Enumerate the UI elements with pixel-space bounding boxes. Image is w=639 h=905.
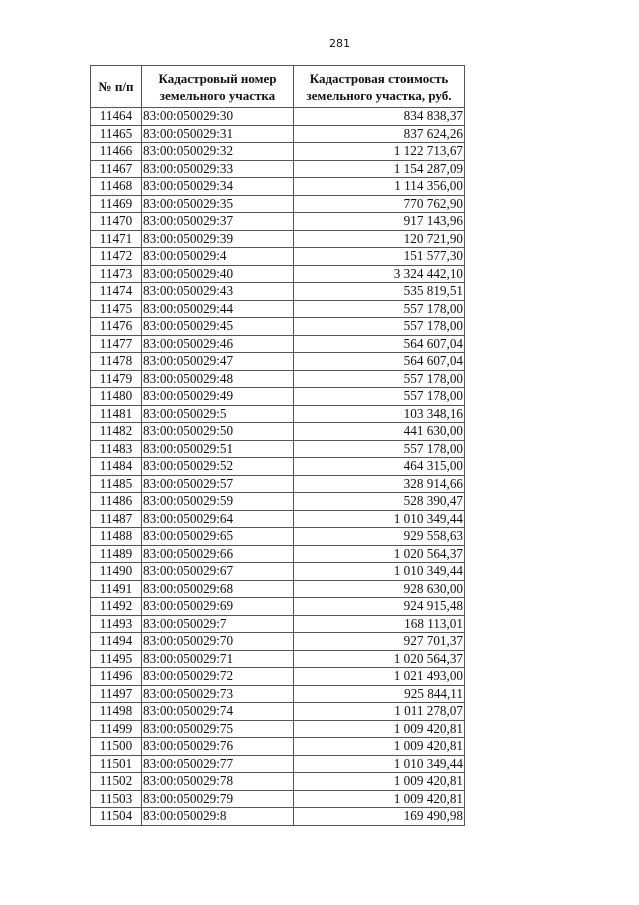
- cadastral-number: 83:00:050029:79: [142, 790, 294, 808]
- cadastral-value: 168 113,01: [294, 615, 465, 633]
- table-row: [91, 755, 465, 773]
- table-row: [91, 615, 465, 633]
- row-number: 11483: [91, 440, 142, 458]
- table-row: [91, 580, 465, 598]
- cadastral-value: 120 721,90: [294, 230, 465, 248]
- table-row: [91, 668, 465, 686]
- table-row: [91, 388, 465, 406]
- cadastral-number: 83:00:050029:44: [142, 300, 294, 318]
- table-row: [91, 265, 465, 283]
- cadastral-number: 83:00:050029:45: [142, 318, 294, 336]
- cadastral-number: 83:00:050029:77: [142, 755, 294, 773]
- cadastral-value: 1 009 420,81: [294, 773, 465, 791]
- cadastral-value: 925 844,11: [294, 685, 465, 703]
- row-number: 11479: [91, 370, 142, 388]
- cadastral-value: 103 348,16: [294, 405, 465, 423]
- table-row: [91, 125, 465, 143]
- row-number: 11470: [91, 213, 142, 231]
- cadastral-number: 83:00:050029:5: [142, 405, 294, 423]
- row-number: 11504: [91, 808, 142, 826]
- cadastral-value: 557 178,00: [294, 440, 465, 458]
- cadastral-value: 1 009 420,81: [294, 738, 465, 756]
- cadastral-value: 1 010 349,44: [294, 563, 465, 581]
- cadastral-number: 83:00:050029:34: [142, 178, 294, 196]
- cadastral-number: 83:00:050029:33: [142, 160, 294, 178]
- table-row: [91, 143, 465, 161]
- cadastral-number: 83:00:050029:64: [142, 510, 294, 528]
- cadastral-value: 564 607,04: [294, 353, 465, 371]
- row-number: 11491: [91, 580, 142, 598]
- table-row: [91, 545, 465, 563]
- cadastral-value: 1 021 493,00: [294, 668, 465, 686]
- cadastral-number: 83:00:050029:78: [142, 773, 294, 791]
- table-row: [91, 493, 465, 511]
- cadastral-number: 83:00:050029:74: [142, 703, 294, 721]
- cadastral-number: 83:00:050029:75: [142, 720, 294, 738]
- cadastral-number: 83:00:050029:8: [142, 808, 294, 826]
- table-row: [91, 458, 465, 476]
- row-number: 11465: [91, 125, 142, 143]
- cadastral-value: 464 315,00: [294, 458, 465, 476]
- table-row: [91, 230, 465, 248]
- table-row: [91, 318, 465, 336]
- cadastral-value: 564 607,04: [294, 335, 465, 353]
- row-number: 11472: [91, 248, 142, 266]
- row-number: 11476: [91, 318, 142, 336]
- row-number: 11493: [91, 615, 142, 633]
- row-number: 11496: [91, 668, 142, 686]
- cadastral-value: 770 762,90: [294, 195, 465, 213]
- cadastral-value: 557 178,00: [294, 300, 465, 318]
- cadastral-value: 924 915,48: [294, 598, 465, 616]
- row-number: 11502: [91, 773, 142, 791]
- cadastral-value: 328 914,66: [294, 475, 465, 493]
- row-number: 11469: [91, 195, 142, 213]
- header-number: № п/п: [91, 66, 142, 108]
- cadastral-number: 83:00:050029:48: [142, 370, 294, 388]
- table-row: [91, 370, 465, 388]
- row-number: 11467: [91, 160, 142, 178]
- table-row: [91, 598, 465, 616]
- cadastral-number: 83:00:050029:32: [142, 143, 294, 161]
- cadastral-value: 1 010 349,44: [294, 510, 465, 528]
- table-row: [91, 160, 465, 178]
- cadastral-value: 917 143,96: [294, 213, 465, 231]
- cadastral-value: 927 701,37: [294, 633, 465, 651]
- cadastral-number: 83:00:050029:66: [142, 545, 294, 563]
- row-number: 11485: [91, 475, 142, 493]
- page-number: 281: [329, 37, 350, 50]
- table-row: [91, 650, 465, 668]
- row-number: 11482: [91, 423, 142, 441]
- cadastral-value: 1 020 564,37: [294, 650, 465, 668]
- cadastral-value: 535 819,51: [294, 283, 465, 301]
- cadastral-number: 83:00:050029:49: [142, 388, 294, 406]
- table-row: [91, 773, 465, 791]
- table-row: [91, 808, 465, 826]
- table-row: [91, 510, 465, 528]
- cadastral-value: 3 324 442,10: [294, 265, 465, 283]
- cadastral-value: 557 178,00: [294, 318, 465, 336]
- table-row: [91, 283, 465, 301]
- cadastral-number: 83:00:050029:73: [142, 685, 294, 703]
- row-number: 11487: [91, 510, 142, 528]
- table-row: [91, 790, 465, 808]
- cadastral-value: 169 490,98: [294, 808, 465, 826]
- table-row: [91, 195, 465, 213]
- cadastral-value: 1 020 564,37: [294, 545, 465, 563]
- table-row: [91, 300, 465, 318]
- row-number: 11481: [91, 405, 142, 423]
- cadastral-number: 83:00:050029:7: [142, 615, 294, 633]
- cadastral-value: 834 838,37: [294, 108, 465, 126]
- row-number: 11486: [91, 493, 142, 511]
- cadastral-value: 528 390,47: [294, 493, 465, 511]
- row-number: 11499: [91, 720, 142, 738]
- cadastral-value: 1 114 356,00: [294, 178, 465, 196]
- table-header-row: [91, 66, 465, 108]
- row-number: 11495: [91, 650, 142, 668]
- row-number: 11471: [91, 230, 142, 248]
- cadastral-number: 83:00:050029:46: [142, 335, 294, 353]
- cadastral-number: 83:00:050029:30: [142, 108, 294, 126]
- row-number: 11492: [91, 598, 142, 616]
- cadastral-value: 1 009 420,81: [294, 720, 465, 738]
- table-row: [91, 528, 465, 546]
- table-row: [91, 563, 465, 581]
- cadastral-number: 83:00:050029:68: [142, 580, 294, 598]
- cadastral-value: 441 630,00: [294, 423, 465, 441]
- cadastral-number: 83:00:050029:35: [142, 195, 294, 213]
- table-row: [91, 440, 465, 458]
- cadastral-number: 83:00:050029:43: [142, 283, 294, 301]
- table-body: [91, 108, 465, 826]
- row-number: 11490: [91, 563, 142, 581]
- row-number: 11464: [91, 108, 142, 126]
- cadastral-value: 929 558,63: [294, 528, 465, 546]
- row-number: 11484: [91, 458, 142, 476]
- row-number: 11468: [91, 178, 142, 196]
- header-cadastral-value: Кадастровая стоимость земельного участка, руб.: [294, 66, 465, 108]
- table-row: [91, 685, 465, 703]
- cadastral-number: 83:00:050029:59: [142, 493, 294, 511]
- cadastral-number: 83:00:050029:65: [142, 528, 294, 546]
- cadastral-number: 83:00:050029:4: [142, 248, 294, 266]
- row-number: 11474: [91, 283, 142, 301]
- table-row: [91, 720, 465, 738]
- table-row: [91, 248, 465, 266]
- row-number: 11477: [91, 335, 142, 353]
- table-row: [91, 405, 465, 423]
- cadastral-number: 83:00:050029:51: [142, 440, 294, 458]
- cadastral-number: 83:00:050029:31: [142, 125, 294, 143]
- row-number: 11473: [91, 265, 142, 283]
- cadastral-number: 83:00:050029:40: [142, 265, 294, 283]
- cadastral-number: 83:00:050029:37: [142, 213, 294, 231]
- cadastral-number: 83:00:050029:72: [142, 668, 294, 686]
- cadastral-value: 1 154 287,09: [294, 160, 465, 178]
- cadastral-number: 83:00:050029:47: [142, 353, 294, 371]
- cadastral-number: 83:00:050029:69: [142, 598, 294, 616]
- row-number: 11498: [91, 703, 142, 721]
- cadastral-value: 928 630,00: [294, 580, 465, 598]
- row-number: 11480: [91, 388, 142, 406]
- row-number: 11494: [91, 633, 142, 651]
- cadastral-number: 83:00:050029:52: [142, 458, 294, 476]
- row-number: 11466: [91, 143, 142, 161]
- row-number: 11478: [91, 353, 142, 371]
- table-row: [91, 423, 465, 441]
- cadastral-number: 83:00:050029:39: [142, 230, 294, 248]
- table-row: [91, 353, 465, 371]
- table-row: [91, 703, 465, 721]
- table-row: [91, 738, 465, 756]
- cadastral-value: 1 010 349,44: [294, 755, 465, 773]
- cadastral-value: 151 577,30: [294, 248, 465, 266]
- row-number: 11488: [91, 528, 142, 546]
- cadastral-value: 1 122 713,67: [294, 143, 465, 161]
- header-cadastral-number: Кадастровый номер земельного участка: [142, 66, 294, 108]
- table-row: [91, 633, 465, 651]
- cadastral-value: 1 009 420,81: [294, 790, 465, 808]
- cadastral-number: 83:00:050029:50: [142, 423, 294, 441]
- cadastral-number: 83:00:050029:57: [142, 475, 294, 493]
- cadastral-value: 837 624,26: [294, 125, 465, 143]
- table-row: [91, 178, 465, 196]
- table-row: [91, 108, 465, 126]
- table-row: [91, 335, 465, 353]
- cadastral-value: 557 178,00: [294, 370, 465, 388]
- row-number: 11489: [91, 545, 142, 563]
- table-row: [91, 213, 465, 231]
- row-number: 11503: [91, 790, 142, 808]
- cadastral-number: 83:00:050029:71: [142, 650, 294, 668]
- cadastral-value: 1 011 278,07: [294, 703, 465, 721]
- cadastral-value: 557 178,00: [294, 388, 465, 406]
- table-row: [91, 475, 465, 493]
- row-number: 11475: [91, 300, 142, 318]
- cadastral-number: 83:00:050029:76: [142, 738, 294, 756]
- cadastral-number: 83:00:050029:67: [142, 563, 294, 581]
- row-number: 11497: [91, 685, 142, 703]
- cadastral-table: [90, 65, 465, 826]
- cadastral-number: 83:00:050029:70: [142, 633, 294, 651]
- row-number: 11500: [91, 738, 142, 756]
- row-number: 11501: [91, 755, 142, 773]
